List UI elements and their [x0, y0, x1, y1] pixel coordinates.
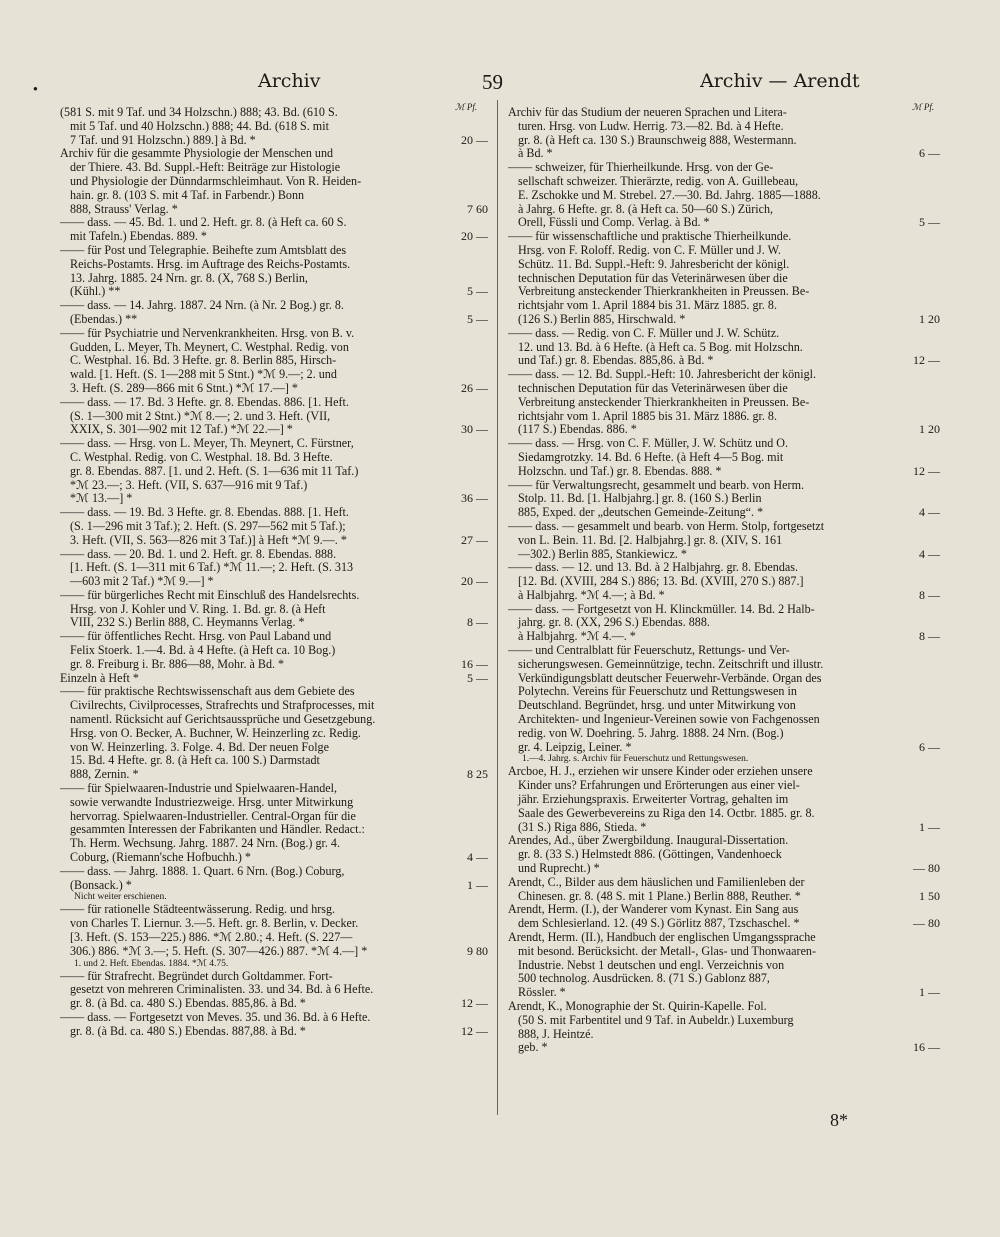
header-left: Archiv — [258, 70, 321, 92]
catalog-entry — [508, 834, 940, 875]
entry-line: gesetzt von mehreren Criminalisten. 33. und 34. Bd. à 6 Hefte. — [70, 983, 374, 997]
entry-price: 26 — — [461, 380, 488, 395]
signature-mark: 8* — [830, 1110, 848, 1130]
entry-line: Arcboe, H. J., erziehen wir unsere Kinder oder erziehen unsere — [508, 765, 813, 779]
entry-line: —302.) Berlin 885, Stankiewicz. * — [518, 547, 687, 561]
catalog-entry — [508, 765, 940, 834]
entry-line: namentl. Rücksicht auf Gerichtsaussprüche und Gesetzgebung. — [70, 713, 376, 727]
entry-line: Hrsg. von O. Becker, A. Buchner, W. Heinzerling zc. Redig. — [70, 726, 361, 740]
entry-line: (Ebendas.) ** — [70, 312, 138, 326]
catalog-entry — [508, 368, 940, 437]
entry-price: 6 — — [919, 739, 940, 754]
entry-price: 5 — — [919, 215, 940, 230]
catalog-entry — [60, 244, 488, 299]
entry-price: 4 — — [919, 505, 940, 520]
entry-line: *ℳ 13.—] * — [70, 492, 133, 506]
entry-text — [508, 834, 886, 875]
entry-note: Nicht weiter erschienen. — [74, 892, 167, 903]
entry-line: Verbreitung ansteckender Thierkrankheiten in Preussen. Be- — [518, 285, 810, 299]
left-column — [60, 106, 488, 1039]
entry-line: Gudden, L. Meyer, Th. Meynert, C. Westphal. Redig. von — [70, 340, 349, 354]
entry-line: —— schweizer, für Thierheilkunde. Hrsg. von der Ge- — [508, 161, 774, 175]
catalog-entry — [508, 1000, 940, 1055]
entry-price: 5 — — [467, 284, 488, 299]
entry-line: —— für öffentliches Recht. Hrsg. von Paul Laband und — [60, 630, 332, 644]
catalog-entry — [508, 603, 940, 644]
entry-price: 1 — — [467, 877, 488, 892]
catalog-entry — [508, 479, 940, 520]
entry-line: Verkündigungsblatt deutscher Feuerwehr-Verbände. Organ des — [518, 671, 822, 685]
entry-line: mit besond. Berücksicht. der Metall-, Glas- und Thonwaaren- — [518, 944, 817, 958]
entry-line: Industrie. Nebst 1 deutschen und engl. Verzeichnis von — [518, 958, 785, 972]
entry-line: (50 S. mit Farbentitel und 9 Taf. in Aubeldr.) Luxemburg — [518, 1013, 794, 1027]
entry-text — [508, 931, 886, 1000]
entry-line: [3. Heft. (S. 153—225.) 886. *ℳ 2.80.; 4. Heft. (S. 227— — [70, 931, 353, 945]
catalog-entry — [60, 396, 488, 437]
entry-text — [508, 876, 886, 904]
entry-line: à Halbjahrg. *ℳ 4.—; à Bd. * — [518, 588, 665, 602]
entry-text — [508, 1000, 886, 1055]
entry-text — [60, 244, 434, 299]
entry-text — [508, 230, 886, 327]
entry-line: Archiv für das Studium der neueren Sprachen und Litera- — [508, 106, 787, 119]
entry-line: —— dass. — Jahrg. 1888. 1. Quart. 6 Nrn. (Bog.) Coburg, — [60, 864, 345, 878]
entry-text — [508, 479, 886, 520]
entry-price: 30 — — [461, 422, 488, 437]
header-right: Archiv — Arendt — [700, 70, 860, 92]
entry-text — [60, 630, 434, 671]
catalog-entry — [60, 506, 488, 547]
entry-line: Arendt, K., Monographie der St. Quirin-Kapelle. Fol. — [508, 1000, 767, 1013]
catalog-entry — [60, 216, 488, 244]
entry-line: —— für wissenschaftliche und praktische Thierheilkunde. — [508, 230, 792, 244]
entry-price: 4 — — [467, 850, 488, 865]
entry-line: Arendt, C., Bilder aus dem häuslichen und Familienleben der — [508, 875, 805, 889]
entry-line: Coburg, (Riemann'sche Hofbuchh.) * — [70, 851, 251, 865]
entry-line: —— für Strafrecht. Begründet durch Goltdammer. Fort- — [60, 969, 333, 983]
catalog-entry — [60, 299, 488, 327]
entry-line: gr. 8. (à Bd. ca. 480 S.) Ebendas. 885,86. à Bd. * — [70, 997, 306, 1011]
entry-line: —— dass. — 14. Jahrg. 1887. 24 Nrn. (à Nr. 2 Bog.) gr. 8. — [60, 299, 344, 313]
entry-line: Schütz. 11. Bd. Suppl.-Heft: 9. Jahresbericht der königl. — [518, 257, 790, 271]
catalog-entry — [508, 327, 940, 368]
entry-line: C. Westphal. 16. Bd. 3 Hefte. gr. 8. Berlin 885, Hirsch- — [70, 354, 337, 368]
entry-text — [60, 437, 434, 506]
catalog-entry — [508, 437, 940, 478]
entry-line: (117 S.) Ebendas. 886. * — [518, 423, 637, 437]
entry-line: gr. 4. Leipzig, Leiner. * — [518, 740, 632, 754]
catalog-entry — [60, 865, 488, 893]
entry-line: turen. Hrsg. von Ludw. Herrig. 73.—82. Bd. à 4 Hefte. — [518, 119, 784, 133]
entry-price: 1 — — [919, 819, 940, 834]
entry-text — [60, 970, 434, 1011]
entry-line: der Thiere. 43. Bd. Suppl.-Heft: Beiträge zur Histologie — [70, 161, 341, 175]
entry-line: (Bonsack.) * — [70, 878, 132, 892]
entry-line: [12. Bd. (XVIII, 284 S.) 886; 13. Bd. (XVIII, 270 S.) 887.] — [518, 575, 804, 589]
entry-line: —— dass. — 20. Bd. 1. und 2. Heft. gr. 8. Ebendas. 888. — [60, 547, 337, 561]
entry-text — [60, 299, 434, 327]
entry-line: Felix Stoerk. 1.—4. Bd. à 4 Hefte. (à Heft ca. 10 Bog.) — [70, 644, 336, 658]
entry-line: Stolp. 11. Bd. [1. Halbjahrg.] gr. 8. (160 S.) Berlin — [518, 492, 762, 506]
entry-line: à Bd. * — [518, 147, 553, 161]
entry-text — [60, 865, 434, 893]
catalog-entry — [508, 161, 940, 230]
entry-price: 12 — — [461, 1023, 488, 1038]
entry-line: und Ruprecht.) * — [518, 862, 600, 876]
currency-unit-right: ℳ Pf. — [912, 102, 935, 112]
entry-line: —— für Psychiatrie und Nervenkrankheiten. Hrsg. von B. v. — [60, 326, 355, 340]
entry-line: hervorrag. Spielwaaren-Industrieller. Central-Organ für die — [70, 809, 356, 823]
entry-line: —— dass. — Hrsg. von C. F. Müller, J. W. Schütz und O. — [508, 437, 789, 451]
catalog-entry — [508, 230, 940, 327]
entry-line: 3. Heft. (S. 289—866 mit 6 Stnt.) *ℳ 17.—] * — [70, 381, 298, 395]
entry-line: und Physiologie der Dünndarmschleimhaut. Von R. Heiden- — [70, 174, 362, 188]
entry-line: —— und Centralblatt für Feuerschutz, Rettungs- und Ver- — [508, 644, 790, 658]
entry-line: jahrg. gr. 8. (XX, 296 S.) Ebendas. 888. — [518, 616, 710, 630]
entry-line: technischen Deputation für das Veterinärwesen über die — [518, 381, 788, 395]
entry-price: 20 — — [461, 132, 488, 147]
entry-line: —— dass. — 12. Bd. Suppl.-Heft: 10. Jahresbericht der königl. — [508, 368, 817, 382]
entry-price: 6 — — [919, 146, 940, 161]
entry-line: (Kühl.) ** — [70, 285, 121, 299]
entry-price: 4 — — [919, 546, 940, 561]
entry-line: Orell, Füssli und Comp. Verlag. à Bd. * — [518, 216, 710, 230]
entry-text — [60, 903, 434, 958]
entry-line: XXIX, S. 301—902 mit 12 Taf.) *ℳ 22.—] * — [70, 423, 293, 437]
entry-line: 3. Heft. (VII, S. 563—826 mit 3 Taf.)] à Heft *ℳ 9.—. * — [70, 533, 347, 547]
entry-text — [60, 106, 434, 147]
catalog-entry — [508, 106, 940, 161]
entry-price: 20 — — [461, 574, 488, 589]
entry-line: —— für Spielwaaren-Industrie und Spielwaaren-Handel, — [60, 782, 338, 796]
entry-line: à Halbjahrg. *ℳ 4.—. * — [518, 630, 636, 644]
entry-price: 12 — — [913, 353, 940, 368]
entry-line: Polytechn. Vereins für Feuerschutz und Rettungswesen in — [518, 685, 797, 699]
entry-line: sicherungswesen. Gemeinnützige, techn. Zeitschrift und illustr. — [518, 657, 824, 671]
entry-text — [60, 782, 434, 865]
entry-line: gr. 8. (à Bd. ca. 480 S.) Ebendas. 887,88. à Bd. * — [70, 1024, 306, 1038]
entry-line: richtsjahr vom 1. April 1885 bis 31. März 1886. gr. 8. — [518, 409, 777, 423]
entry-line: 15. Bd. 4 Hefte. gr. 8. (à Heft ca. 100 S.) Darmstadt — [70, 754, 320, 768]
entry-line: —603 mit 2 Taf.) *ℳ 9.—] * — [70, 575, 214, 589]
entry-line: —— dass. — gesammelt und bearb. von Herm. Stolp, fortgesetzt — [508, 519, 825, 533]
entry-text — [60, 147, 434, 216]
entry-line: Reichs-Postamts. Hrsg. im Auftrage des Reichs-Postamts. — [70, 257, 351, 271]
entry-line: 13. Jahrg. 1885. 24 Nrn. gr. 8. (X, 768 S.) Berlin, — [70, 271, 308, 285]
entry-line: (31 S.) Riga 886, Stieda. * — [518, 820, 647, 834]
entry-text — [508, 161, 886, 230]
running-header — [60, 70, 940, 104]
entry-price: 16 — — [913, 1040, 940, 1055]
entry-line: *ℳ 23.—; 3. Heft. (VII, S. 637—916 mit 9 Taf.) — [70, 478, 308, 492]
entry-line: (S. 1—296 mit 3 Taf.); 2. Heft. (S. 297—562 mit 5 Taf.); — [70, 519, 346, 533]
entry-line: Arendt, Herm. (II.), Handbuch der englischen Umgangssprache — [508, 931, 816, 945]
catalog-entry — [60, 106, 488, 147]
entry-text — [60, 216, 434, 244]
entry-line: Arendes, Ad., über Zwergbildung. Inaugural-Dissertation. — [508, 834, 789, 848]
entry-line: 7 Taf. und 91 Holzschn.) 889.] à Bd. * — [70, 133, 256, 147]
entry-note: 1. und 2. Heft. Ebendas. 1884. *ℳ 4.75. — [74, 958, 229, 969]
catalog-entry — [508, 876, 940, 904]
entry-line: —— dass. — Hrsg. von L. Meyer, Th. Meynert, C. Fürstner, — [60, 437, 354, 451]
entry-line: Architekten- und Ingenieur-Vereinen sowie von Fachgenossen — [518, 713, 820, 727]
entry-text — [60, 672, 434, 686]
entry-price: 1 20 — [919, 311, 940, 326]
entry-text — [508, 561, 886, 602]
catalog-entry — [60, 1011, 488, 1039]
column-divider — [497, 100, 498, 1115]
catalog-entry — [60, 589, 488, 630]
entry-price: 1 50 — [919, 888, 940, 903]
entry-line: VIII, 232 S.) Berlin 888, C. Heymanns Verlag. * — [70, 616, 305, 630]
catalog-entry — [60, 630, 488, 671]
entry-line: 888, Strauss' Verlag. * — [70, 202, 178, 216]
entry-line: Hrsg. von F. Roloff. Redig. von C. F. Müller und J. W. — [518, 243, 781, 257]
entry-line: [1. Heft. (S. 1—311 mit 6 Taf.) *ℳ 11.—; 2. Heft. (S. 313 — [70, 561, 354, 575]
entry-line: gesammten Interessen der Fabrikanten und Händler. Redact.: — [70, 823, 365, 837]
entry-line: Chinesen. gr. 8. (48 S. mit 1 Plane.) Berlin 888, Reuther. * — [518, 889, 801, 903]
entry-line: E. Zschokke und M. Strebel. 27.—30. Bd. Jahrg. 1885—1888. — [518, 188, 821, 202]
entry-line: sowie verwandte Industriezweige. Hrsg. unter Mitwirkung — [70, 795, 354, 809]
entry-line: 306.) 886. *ℳ 3.—; 5. Heft. (S. 307—426.) 887. *ℳ 4.—] * — [70, 944, 368, 958]
entry-line: gr. 8. (à Heft ca. 130 S.) Braunschweig 888, Westermann. — [518, 133, 797, 147]
entry-line: Hrsg. von J. Kohler und V. Ring. 1. Bd. gr. 8. (à Heft — [70, 602, 326, 616]
entry-text — [508, 437, 886, 478]
entry-text — [508, 520, 886, 561]
entry-line: Holzschn. und Taf.) gr. 8. Ebendas. 888. * — [518, 464, 722, 478]
entry-price: — 80 — [913, 916, 940, 931]
entry-line: —— für Verwaltungsrecht, gesammelt und bearb. von Herm. — [508, 478, 804, 492]
entry-line: —— dass. — Redig. von C. F. Müller und J. W. Schütz. — [508, 326, 780, 340]
entry-text — [60, 327, 434, 396]
entry-line: Einzeln à Heft * — [60, 671, 139, 685]
entry-line: —— für bürgerliches Recht mit Einschluß des Handelsrechts. — [60, 588, 360, 602]
entry-price: 36 — — [461, 491, 488, 506]
catalog-entry — [508, 520, 940, 561]
entry-line: gr. 8. Freiburg i. Br. 886—88, Mohr. à Bd. * — [70, 657, 285, 671]
entry-line: jähr. Erziehungspraxis. Erweiterter Vortrag, gehalten im — [518, 793, 789, 807]
page-number: 59 — [482, 70, 503, 94]
entry-text — [508, 603, 886, 644]
entry-price: 12 — — [913, 463, 940, 478]
entry-line: 888, Zernin. * — [70, 768, 139, 782]
entry-text — [60, 506, 434, 547]
entry-price: 8 — — [919, 587, 940, 602]
entry-price: 16 — — [461, 656, 488, 671]
catalog-entry — [60, 672, 488, 686]
entry-text — [60, 589, 434, 630]
catalog-entry — [508, 903, 940, 931]
entry-text — [508, 644, 886, 754]
entry-price: 8 — — [467, 615, 488, 630]
entry-line: Saale des Gewerbevereins zu Riga den 14. Octbr. 1885. gr. 8. — [518, 806, 815, 820]
entry-line: dem Schlesierland. 12. (49 S.) Görlitz 887, Tzschaschel. * — [518, 917, 800, 931]
entry-line: —— für Post und Telegraphie. Beihefte zum Amtsblatt des — [60, 243, 347, 257]
entry-line: geb. * — [518, 1041, 548, 1055]
entry-note: 1.—4. Jahrg. s. Archiv für Feuerschutz und Rettungswesen. — [522, 754, 749, 765]
entry-text — [508, 765, 886, 834]
entry-line: (126 S.) Berlin 885, Hirschwald. * — [518, 312, 686, 326]
entry-price: 7 60 — [467, 201, 488, 216]
entry-line: —— dass. — 45. Bd. 1. und 2. Heft. gr. 8. (à Heft ca. 60 S. — [60, 216, 347, 230]
entry-price: 27 — — [461, 532, 488, 547]
entry-line: wald. [1. Heft. (S. 1—288 mit 5 Stnt.) *ℳ 9.—; 2. und — [70, 368, 337, 382]
entry-line: à Jahrg. 6 Hefte. gr. 8. (à Heft ca. 50—60 S.) Zürich, — [518, 202, 774, 216]
entry-line: richtsjahr vom 1. April 1884 bis 31. März 1885. gr. 8. — [518, 299, 777, 313]
entry-text — [60, 685, 434, 782]
entry-line: —— für praktische Rechtswissenschaft aus dem Gebiete des — [60, 685, 355, 699]
catalog-entry — [60, 327, 488, 396]
entry-line: mit Tafeln.) Ebendas. 889. * — [70, 230, 207, 244]
right-column — [508, 106, 940, 1055]
entry-text — [60, 1011, 434, 1039]
entry-text — [60, 548, 434, 589]
entry-text — [508, 368, 886, 437]
entry-line: 885, Exped. der „deutschen Gemeinde-Zeitung“. * — [518, 506, 764, 520]
bullet-mark: ● — [33, 84, 38, 93]
catalog-entry — [60, 782, 488, 865]
entry-line: von L. Bein. 11. Bd. [2. Halbjahrg.] gr. 8. (XIV, S. 161 — [518, 533, 783, 547]
entry-line: sellschaft schweizer. Thierärzte, redig. von A. Guillebeau, — [518, 174, 799, 188]
catalog-entry — [60, 437, 488, 506]
entry-text — [508, 327, 886, 368]
entry-line: —— dass. — Fortgesetzt von Meves. 35. und 36. Bd. à 6 Hefte. — [60, 1011, 371, 1024]
entry-line: 12. und 13. Bd. à 6 Hefte. (à Heft ca. 5 Bog. mit Holzschn. — [518, 340, 803, 354]
entry-text — [60, 396, 434, 437]
entry-line: Arendt, Herm. (I.), der Wanderer vom Kynast. Ein Sang aus — [508, 903, 799, 917]
entry-price: 8 25 — [467, 767, 488, 782]
entry-price: — 80 — [913, 861, 940, 876]
entry-text — [508, 106, 886, 161]
entry-line: von Charles T. Liernur. 3.—5. Heft. gr. 8. Berlin, v. Decker. — [70, 917, 359, 931]
entry-line: von W. Heinzerling. 3. Folge. 4. Bd. Der neuen Folge — [70, 740, 329, 754]
entry-price: 5 — — [467, 311, 488, 326]
entry-line: gr. 8. (33 S.) Helmstedt 886. (Göttingen, Vandenhoeck — [518, 848, 782, 862]
entry-line: und Taf.) gr. 8. Ebendas. 885,86. à Bd. * — [518, 354, 714, 368]
entry-price: 1 20 — [919, 422, 940, 437]
entry-line: Verbreitung ansteckender Thierkrankheiten in Preussen. Be- — [518, 395, 810, 409]
entry-price: 20 — — [461, 229, 488, 244]
catalog-entry — [60, 685, 488, 782]
entry-line: —— dass. — 12. und 13. Bd. à 2 Halbjahrg. gr. 8. Ebendas. — [508, 561, 798, 575]
entry-line: —— dass. — Fortgesetzt von H. Klinckmüller. 14. Bd. 2 Halb- — [508, 602, 815, 616]
entry-price: 5 — — [467, 670, 488, 685]
catalog-entry — [508, 644, 940, 754]
entry-price: 1 — — [919, 985, 940, 1000]
entry-line: Civilrechts, Civilprocesses, Strafrechts und Strafprocesses, mit — [70, 699, 375, 713]
catalog-entry — [508, 931, 940, 1000]
entry-line: Th. Herm. Wechsung. Jahrg. 1887. 24 Nrn. (Bog.) gr. 4. — [70, 837, 340, 851]
entry-line: Siedamgrotzky. 14. Bd. 6 Hefte. (à Heft 4—5 Bog. mit — [518, 450, 784, 464]
entry-line: Archiv für die gesammte Physiologie der Menschen und — [60, 147, 334, 161]
entry-line: C. Westphal. Redig. von C. Westphal. 18. Bd. 3 Hefte. — [70, 450, 333, 464]
catalog-entry — [60, 147, 488, 216]
catalog-entry — [60, 903, 488, 958]
entry-line: Deutschland. Begründet, hrsg. und unter Mitwirkung von — [518, 699, 796, 713]
entry-line: hain. gr. 8. (103 S. mit 4 Taf. in Farbendr.) Bonn — [70, 188, 305, 202]
entry-line: redig. von W. Doehring. 5. Jahrg. 1888. 24 Nrn. (Bog.) — [518, 726, 784, 740]
catalog-entry — [508, 561, 940, 602]
entry-line: technischen Deputation für das Veterinärwesen über die — [518, 271, 788, 285]
entry-line: Kinder uns? Erfahrungen und Erörterungen aus einer viel- — [518, 779, 800, 793]
entry-line: —— dass. — 19. Bd. 3 Hefte. gr. 8. Ebendas. 888. [1. Heft. — [60, 506, 349, 520]
entry-line: 888, J. Heintzé. — [518, 1027, 594, 1041]
entry-line: (S. 1—300 mit 2 Stnt.) *ℳ 8.—; 2. und 3. Heft. (VII, — [70, 409, 331, 423]
entry-line: gr. 8. Ebendas. 887. [1. und 2. Heft. (S. 1—636 mit 11 Taf.) — [70, 464, 359, 478]
catalog-entry — [60, 970, 488, 1011]
entry-line: —— für rationelle Städteentwässerung. Redig. und hrsg. — [60, 903, 336, 917]
entry-line: —— dass. — 17. Bd. 3 Hefte. gr. 8. Ebendas. 886. [1. Heft. — [60, 395, 349, 409]
entry-line: (581 S. mit 9 Taf. und 34 Holzschn.) 888; 43. Bd. (610 S. — [60, 106, 338, 119]
entry-price: 9 80 — [467, 943, 488, 958]
entry-price: 12 — — [461, 996, 488, 1011]
entry-line: mit 5 Taf. und 40 Holzschn.) 888; 44. Bd. (618 S. mit — [70, 119, 329, 133]
entry-line: 500 technolog. Ausdrücken. 8. (71 S.) Gablonz 887, — [518, 972, 770, 986]
currency-unit-left: ℳ Pf. — [455, 102, 478, 112]
entry-price: 8 — — [919, 629, 940, 644]
entry-text — [508, 903, 886, 931]
entry-line: Rössler. * — [518, 986, 566, 1000]
catalog-entry — [60, 548, 488, 589]
